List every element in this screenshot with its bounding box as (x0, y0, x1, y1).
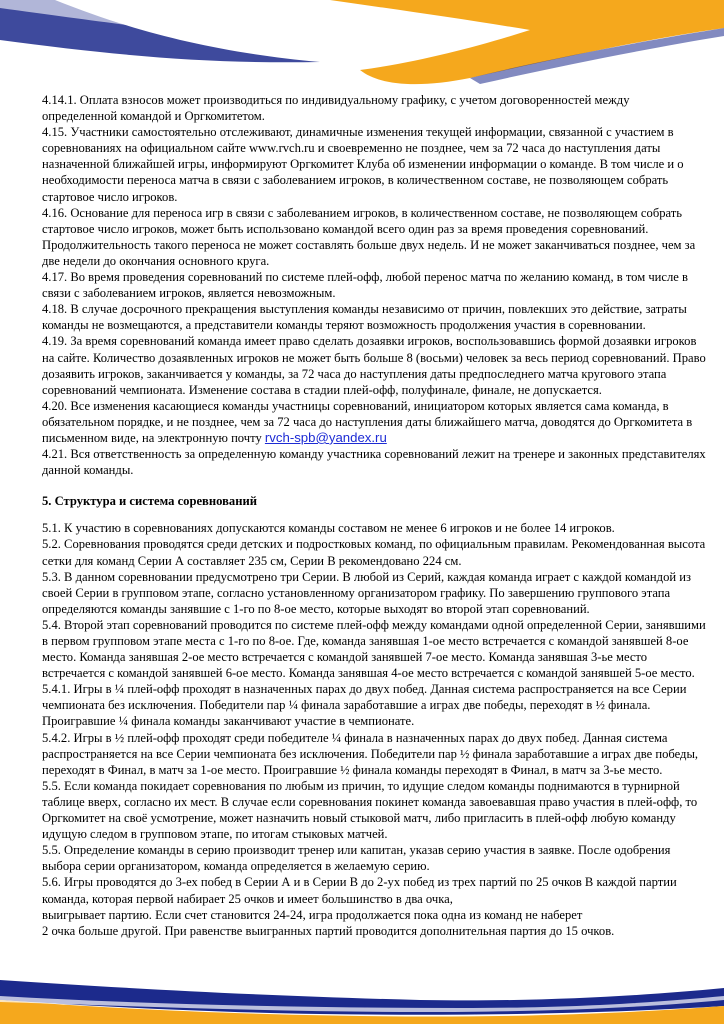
paragraph-5-1: 5.1. К участию в соревнованиях допускаются команды составом не менее 6 игроков и не более 14 игроков. (42, 521, 615, 536)
paragraph-5-6-line3: 2 очка больше другой. При равенстве выигранных партий проводится дополнительная партия до 15 очков. (42, 923, 615, 938)
paragraph-4-19: 4.19. За время соревнований команда имеет право сделать дозаявки игроков, воспользовавшись формой дозаявки игроков на сайте. Количество дозаявленных игроков не может быть больше 8 (восьми) человек за весь период соревнований. Право дозаявить игроков, заканчивается у команды, за 72 часа до наступления даты предпоследнего матча кругового этапа соревнований чемпионата. Изменение состава в стадии плей-офф, полуфинале, финале, не допускается. (42, 334, 706, 397)
header-wave-decoration (0, 0, 724, 92)
paragraph-4-17: 4.17. Во время проведения соревнований по системе плей-офф, любой перенос матча по желанию команд, в том числе в связи с заболеванием игроков, является невозможным. (42, 270, 688, 301)
paragraph-4-16: 4.16. Основание для переноса игр в связи с заболеванием игроков, в количественном составе, не позволяющем собрать стартовое число игроков, может быть использовано командой всего один раз за время проведения соревнований. Продолжительность такого переноса не может составлять больше двух недель. И не может заканчиваться позднее, чем за две недели до окончания основного круга. (42, 205, 696, 268)
paragraph-5-5: 5.5. Если команда покидает соревнования по любым из причин, то идущие следом команды поднимаются в турнирной таблице вверх, согласно их мест. В случае если соревнования покинет команда завоевавшая право участия в плей-офф, то Оргкомитет на своё усмотрение, может назначить новый стыковой матч, либо пригласить в плей-офф любую команду идущую следом в групповом этапе, по итогам стыковых матчей. (42, 778, 698, 842)
paragraph-5-4: 5.4. Второй этап соревнований проводится по системе плей-офф между командами одной определенной Серии, занявшими в первом групповом этапе места с 1-го по 8-ое. Где, команда занявшая 1-ое место встречается с командой занявшей 8-ое место. Команда занявшая 2-ое место встречается с командой занявшей 7-ое место. Команда занявшая 3-ье место встречается с командой занявшей 6-ое место. Команда занявшая 4-ое место встречается с командой занявшей 5-ое место. (42, 617, 706, 681)
paragraph-5-6-line2: выигрывает партию. Если счет становится 24-24, игра продолжается пока одна из команд не наберет (42, 907, 583, 922)
paragraph-5-4-2: 5.4.2. Игры в ½ плей-офф проходят среди победителе ¼ финала в назначенных парах до двух побед. Данная система распространяется на все Серии чемпионата без исключения. Победители пар ½ финала заработавшие а играх две победы, переходят в Финал, в матч за 1-ое место. Проигравшие ½ финала команды переходят в Финал, в матч за 3-ье место. (42, 730, 699, 777)
paragraph-5-6: 5.6. Игры проводятся до 3-ех побед в Серии А и в Серии В до 2-ух побед из трех партий по 25 очков В каждой партии команда, которая первой набирает 25 очков и имеет большинство в два очка, (42, 875, 677, 906)
document-body (42, 92, 706, 939)
paragraph-5-3: 5.3. В данном соревновании предусмотрено три Серии. В любой из Серий, каждая команда играет с каждой командой из своей Серии в групповом этапе, согласно установленному организатором графику. По завершению группового этапа определяются команды занявшие с 1-го по 8-ое место, которые выходят во второй этап соревнований. (42, 569, 691, 616)
spacer (42, 509, 706, 520)
footer-wave-decoration (0, 966, 724, 1024)
section-heading: 5. Структура и система соревнований (42, 494, 257, 509)
paragraph-4-15: 4.15. Участники самостоятельно отслеживают, динамичные изменения текущей информации, связанной с участием в соревнованиях на официальном сайте www.rvch.ru и своевременно не позднее, чем за 72 часа до наступления даты назначенной ближайшей игры, информируют Оргкомитет Клуба об изменении информации о команде. В том числе и о необходимости переноса матча в связи с заболеванием игроков, в количественном составе, не позволяющем собрать стартовое число игроков. (42, 125, 684, 204)
paragraph-5-4-1: 5.4.1. Игры в ¼ плей-офф проходят в назначенных парах до двух побед. Данная система распространяется на все Серии чемпионата без исключения. Победители пар ¼ финала заработавшие а играх две победы, переходят в ½ финала. Проигравшие ¼ финала команды заканчивают участие в чемпионате. (42, 682, 687, 729)
paragraph-4-20 (42, 398, 706, 446)
paragraph-5-2: 5.2. Соревнования проводятся среди детских и подростковых команд, по официальным правилам. Рекомендованная высота сетки для команд Серии А составляет 235 см, Серии В рекомендовано 224 см. (42, 537, 706, 568)
email-link[interactable]: rvch-spb@yandex.ru (264, 429, 387, 445)
paragraph-4-14-1: 4.14.1. Оплата взносов может производиться по индивидуальному графику, с учетом договоренностей между определенной командой и Оргкомитетом. (42, 93, 630, 124)
paragraph-4-21: 4.21. Вся ответственность за определенную команду участника соревнований лежит на тренере и законных представителях данной команды. (42, 447, 706, 478)
paragraph-4-18: 4.18. В случае досрочного прекращения выступления команды независимо от причин, повлекших это действие, затраты команды не возмещаются, а представители команды теряют возможность продолжения участия в соревновании. (42, 302, 687, 333)
paragraph-5-5-second: 5.5. Определение команды в серию производит тренер или капитан, указав серию участия в заявке. После одобрения выбора серии организатором, команда определяется в желаемую серию. (42, 843, 671, 874)
paragraph-4-20-text: 4.20. Все изменения касающиеся команды участницы соревнований, инициатором которых является сама команда, в обязательном порядке, и не позднее, чем за 72 часа до наступления даты ближайшего матча, доводятся до Оргкомитета в письменном виде, на электронную почту (42, 398, 693, 445)
spacer (42, 478, 706, 493)
